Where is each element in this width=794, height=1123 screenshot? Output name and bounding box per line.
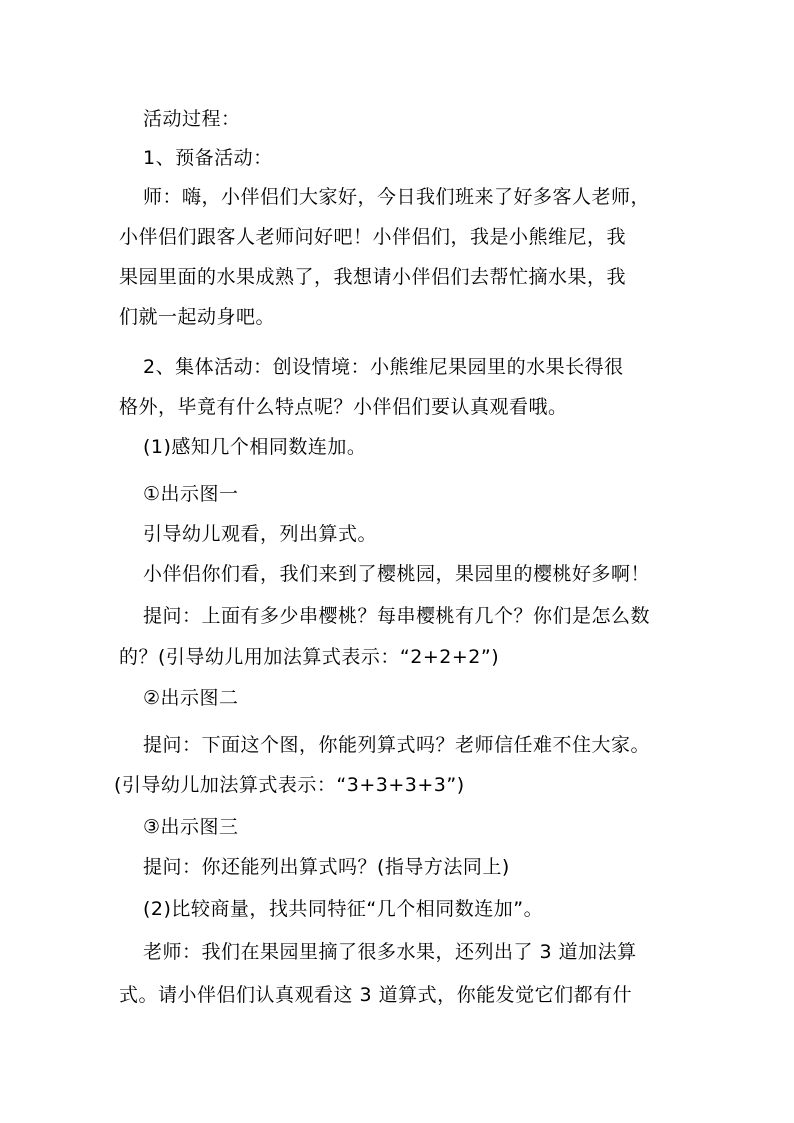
paragraph-line: 提问：下面这个图，你能列算式吗？老师信任难不住大家。 [143, 734, 651, 756]
paragraph-line: 格外，毕竟有什么特点呢？小伴侣们要认真观看哦。 [119, 396, 568, 418]
paragraph-line: 2、集体活动：创设情境：小熊维尼果园里的水果长得很 [143, 356, 624, 378]
paragraph-line: 师：嗨，小伴侣们大家好，今日我们班来了好多客人老师， [143, 186, 651, 208]
paragraph-line: 提问：上面有多少串樱桃？每串樱桃有几个？你们是怎么数 [143, 605, 651, 627]
paragraph-line: (2)比较商量，找共同特征“几个相同数连加”。 [143, 898, 544, 920]
paragraph-line: 引导幼儿观看，列出算式。 [143, 523, 378, 545]
paragraph-line: 小伴侣你们看，我们来到了樱桃园，果园里的樱桃好多啊！ [143, 563, 651, 585]
paragraph-line: 的？(引导幼儿用加法算式表示：“2+2+2”) [119, 646, 500, 668]
paragraph-line: (引导幼儿加法算式表示：“3+3+3+3”) [114, 774, 465, 796]
paragraph-line: 老师：我们在果园里摘了很多水果，还列出了 3 道加法算 [143, 941, 637, 963]
paragraph-line: 们就一起动身吧。 [119, 306, 276, 328]
paragraph-line: 提问：你还能列出算式吗？(指导方法同上) [143, 856, 510, 878]
paragraph-line: ②出示图二 [143, 687, 239, 709]
paragraph-line: 1、预备活动： [143, 147, 273, 169]
paragraph-line: (1)感知几个相同数连加。 [143, 436, 367, 458]
paragraph-line: ①出示图一 [143, 483, 239, 505]
paragraph-line: 果园里面的水果成熟了，我想请小伴侣们去帮忙摘水果，我 [119, 266, 627, 288]
paragraph-line: 活动过程： [143, 108, 241, 130]
paragraph-line: 式。请小伴侣们认真观看这 3 道算式，你能发觉它们都有什 [119, 984, 633, 1006]
paragraph-line: ③出示图三 [143, 816, 239, 838]
paragraph-line: 小伴侣们跟客人老师问好吧！小伴侣们，我是小熊维尼，我 [119, 226, 627, 248]
